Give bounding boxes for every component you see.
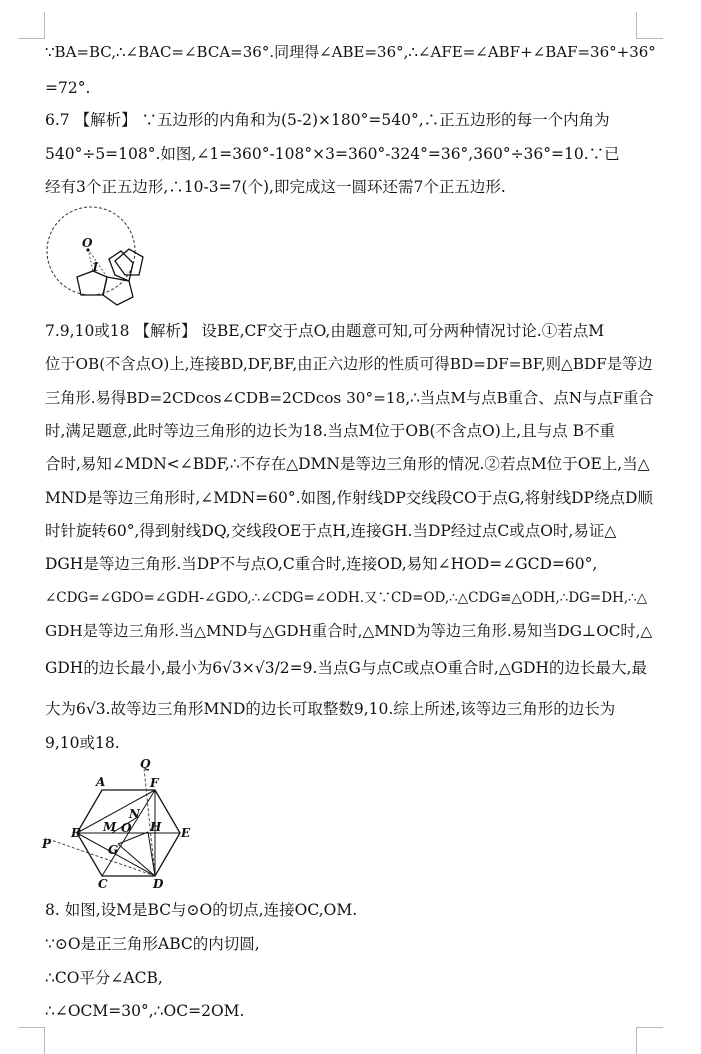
hexagon-figure bbox=[40, 756, 210, 892]
label-O: O bbox=[121, 821, 132, 835]
label-F: F bbox=[150, 776, 159, 790]
text-line: 大为6√3.故等边三角形MND的边长可取整数9,10.综上所述,该等边三角形的边长为 bbox=[45, 700, 616, 718]
text-line: 经有3个正五边形,∴10-3=7(个),即完成这一圆环还需7个正五边形. bbox=[45, 178, 506, 196]
label-P: P bbox=[42, 837, 52, 851]
text-line: 8. 如图,设M是BC与⊙O的切点,连接OC,OM. bbox=[45, 901, 358, 919]
label-E: E bbox=[181, 826, 191, 840]
text-line: DGH是等边三角形.当DP不与点O,C重合时,连接OD,易知∠HOD=∠GCD=60°, bbox=[45, 555, 598, 573]
text-line: GDH是等边三角形.当△MND与△GDH重合时,△MND为等边三角形.易知当DG⊥OC时,△ bbox=[45, 622, 653, 640]
text-line: 位于OB(不含点O)上,连接BD,DF,BF,由正六边形的性质可得BD=DF=BF,则△BDF是等边 bbox=[45, 355, 653, 373]
label-G: G bbox=[108, 843, 119, 857]
label-1: 1 bbox=[91, 260, 100, 274]
text-line: ∴CO平分∠ACB, bbox=[45, 969, 163, 987]
text-line: ∴∠OCM=30°,∴OC=2OM. bbox=[45, 1002, 245, 1020]
text-line: MND是等边三角形时,∠MDN=60°.如图,作射线DP交线段CO于点G,将射线DP绕点D顺 bbox=[45, 489, 653, 507]
label-O: O bbox=[82, 236, 93, 250]
pentagon-ring-figure bbox=[45, 205, 155, 310]
text-line: 时,满足题意,此时等边三角形的边长为18.当点M位于OB(不含点O)上,且与点 B不重 bbox=[45, 422, 616, 440]
label-A: A bbox=[96, 775, 106, 789]
label-B: B bbox=[71, 826, 82, 840]
text-line: GDH的边长最小,最小为6√3×√3/2=9.当点G与点C或点O重合时,△GDH的边长最大,最 bbox=[45, 659, 647, 677]
crop-mark-bottom-right bbox=[636, 1027, 663, 1054]
text-line: 三角形.易得BD=2CDcos∠CDB=2CDcos 30°=18,∴当点M与点B重合、点N与点F重合 bbox=[45, 389, 654, 407]
text-line: ∵⊙O是正三角形ABC的内切圆, bbox=[45, 935, 260, 953]
text-line: ∵BA=BC,∴∠BAC=∠BCA=36°.同理得∠ABE=36°,∴∠AFE=∠ABF+∠BAF=36°+36° bbox=[45, 43, 656, 61]
text-line: 540°÷5=108°.如图,∠1=360°-108°×3=360°-324°=36°,360°÷36°=10.∵已 bbox=[45, 145, 620, 163]
text-line: 合时,易知∠MDN<∠BDF,∴不存在△DMN是等边三角形的情况.②若点M位于OE上,当△ bbox=[45, 455, 650, 473]
label-M: M bbox=[103, 820, 117, 834]
text-line: ∠CDG=∠GDO=∠GDH-∠GDO,∴∠CDG=∠ODH.又∵CD=OD,∴△CDG≌△ODH,∴DG=DH,∴△ bbox=[45, 590, 648, 606]
label-H: H bbox=[150, 820, 162, 834]
text-line: 9,10或18. bbox=[45, 734, 120, 752]
label-N: N bbox=[129, 807, 140, 821]
label-Q: Q bbox=[140, 757, 151, 771]
text-line: 6.7 【解析】 ∵五边形的内角和为(5-2)×180°=540°,∴正五边形的每一个内角为 bbox=[45, 111, 610, 129]
text-line: 7.9,10或18 【解析】 设BE,CF交于点O,由题意可知,可分两种情况讨论.①若点M bbox=[45, 322, 605, 340]
text-line: =72°. bbox=[45, 79, 91, 97]
label-D: D bbox=[153, 877, 164, 891]
crop-mark-top-left bbox=[18, 12, 45, 39]
text-line: 时针旋转60°,得到射线DQ,交线段OE于点H,连接GH.当DP经过点C或点O时,易证△ bbox=[45, 522, 617, 540]
crop-mark-top-right bbox=[636, 12, 663, 39]
label-C: C bbox=[98, 877, 108, 891]
crop-mark-bottom-left bbox=[18, 1027, 45, 1054]
